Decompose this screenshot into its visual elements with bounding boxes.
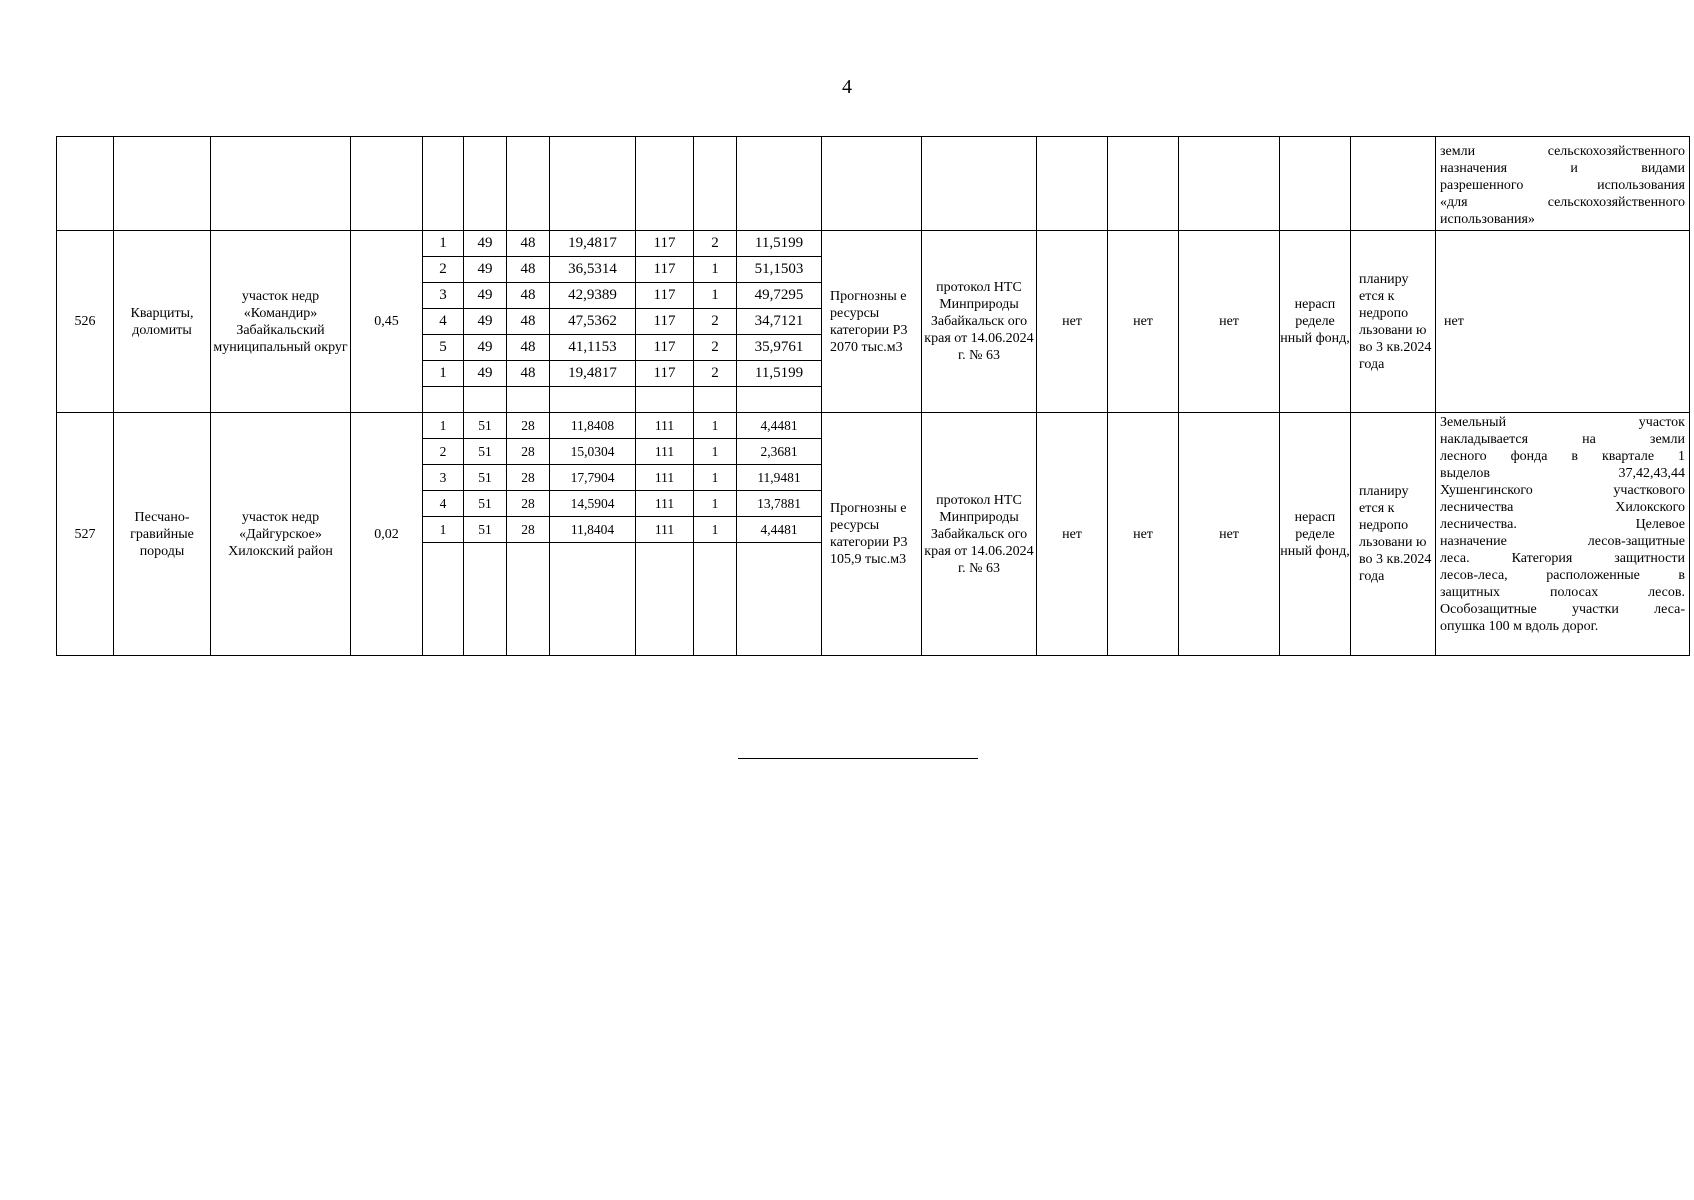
coord-lat-min: 48 [507,231,550,257]
coord-lat-deg: 49 [464,231,507,257]
table-row [57,413,1690,439]
continuation-row [57,137,1690,231]
coord-lon-deg: 111 [636,413,694,439]
coord-lon-min: 1 [694,413,737,439]
col-12: нет [1108,413,1179,656]
coord-lat-sec: 19,4817 [550,231,636,257]
site-name: участок недр «Дайгурское» Хилокский район [211,413,351,656]
coord-lon-sec: 4,4481 [737,413,822,439]
coord-row: 4 49 48 47,5362 117 2 34,7121 [57,309,1690,335]
coord-row: 5 49 48 41,1153 117 2 35,9761 [57,335,1690,361]
resources: Прогнозны е ресурсы категории Р3 105,9 тыс.м3 [822,413,922,656]
mineral-type: Песчано-гравийные породы [114,413,211,656]
col-13: нет [1179,413,1280,656]
coord-row: 1 51 28 11,8404 111 1 4,4481 [57,517,1690,543]
coord-lon-sec: 11,5199 [737,231,822,257]
resources: Прогнозны е ресурсы категории Р3 2070 тыс.м3 [822,231,922,413]
coord-point: 1 [423,231,464,257]
fund-status: нерасп ределе нный фонд, [1280,231,1351,413]
page-number: 4 [842,76,852,98]
coord-row: 1 49 48 19,4817 117 2 11,5199 [57,361,1690,387]
row-number: 527 [57,413,114,656]
col-13: нет [1179,231,1280,413]
area: 0,45 [351,231,423,413]
coord-row: 4 51 28 14,5904 111 1 13,7881 [57,491,1690,517]
coord-lat-sec: 11,8408 [550,413,636,439]
coord-lat-min: 28 [507,413,550,439]
coord-point: 1 [423,413,464,439]
coord-row: 2 51 28 15,0304 111 1 2,3681 [57,439,1690,465]
col-12: нет [1108,231,1179,413]
area: 0,02 [351,413,423,656]
coord-row: 3 51 28 17,7904 111 1 11,9481 [57,465,1690,491]
coord-lat-deg: 51 [464,413,507,439]
note: нет [1436,231,1690,413]
end-rule [738,758,978,759]
protocol: протокол НТС Минприроды Забайкальск ого края от 14.06.2024 г. № 63 [922,413,1037,656]
note: Земельный участок накладывается на земли лесного фонда в квартале 1 выделов 37,42,43,44 Хушенгинского участкового лесничества Хилокского лесничества. Целевое назначение лесов-защитные леса. Категория защитности лесов-леса, расположенные в защитных полосах лесов. Особозащитные участки леса- опушка 100 м вдоль дорог. [1436,413,1690,656]
table-row [57,231,1690,257]
register-table [56,136,1690,656]
coord-lon-min: 2 [694,231,737,257]
col-11: нет [1037,231,1108,413]
site-name: участок недр «Командир» Забайкальский муниципальный округ [211,231,351,413]
continuation-note: земли сельскохозяйственного назначения и видами разрешенного использования «для сельскохозяйственного использования» [1436,137,1690,231]
plan-status: планиру ется к недропо льзовани ю во 3 кв.2024 года [1351,413,1436,656]
fund-status: нерасп ределе нный фонд, [1280,413,1351,656]
coord-row: 3 49 48 42,9389 117 1 49,7295 [57,283,1690,309]
row-number: 526 [57,231,114,413]
plan-status: планиру ется к недропо льзовани ю во 3 кв.2024 года [1351,231,1436,413]
mineral-type: Кварциты, доломиты [114,231,211,413]
coord-lon-deg: 117 [636,231,694,257]
protocol: протокол НТС Минприроды Забайкальск ого края от 14.06.2024 г. № 63 [922,231,1037,413]
col-11: нет [1037,413,1108,656]
coord-row: 2 49 48 36,5314 117 1 51,1503 [57,257,1690,283]
